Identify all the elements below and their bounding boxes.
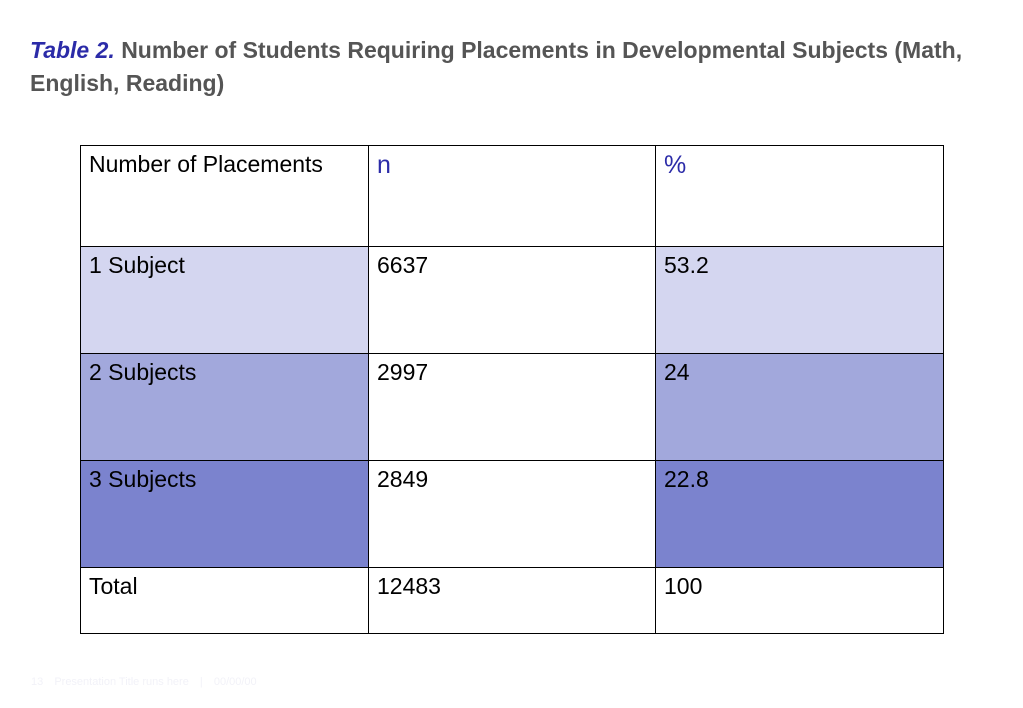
slide-title — [30, 34, 1015, 100]
row-label: 2 Subjects — [81, 354, 369, 461]
row-n: 6637 — [369, 247, 656, 354]
row-n: 2849 — [369, 461, 656, 568]
slide-footer — [31, 676, 265, 688]
row-label: 3 Subjects — [81, 461, 369, 568]
row-percent: 24 — [656, 354, 944, 461]
header-percent: % — [656, 146, 944, 247]
header-number-of-placements: Number of Placements — [81, 146, 369, 247]
page-number: 13 — [31, 676, 44, 688]
table-row — [81, 461, 944, 568]
row-n: 2997 — [369, 354, 656, 461]
table-row — [81, 354, 944, 461]
row-label: 1 Subject — [81, 247, 369, 354]
total-label: Total — [81, 568, 369, 634]
title-text: Number of Students Requiring Placements in Developmental Subjects (Math, English, Reading) — [30, 37, 963, 96]
presentation-title: Presentation Title runs here — [54, 676, 189, 688]
row-percent: 53.2 — [656, 247, 944, 354]
header-n: n — [369, 146, 656, 247]
table-header-row — [81, 146, 944, 247]
row-percent: 22.8 — [656, 461, 944, 568]
total-percent: 100 — [656, 568, 944, 634]
table-row — [81, 247, 944, 354]
table-total-row — [81, 568, 944, 634]
footer-separator: | — [199, 676, 203, 688]
footer-date: 00/00/00 — [213, 676, 257, 688]
title-prefix: Table 2. — [30, 37, 115, 63]
total-n: 12483 — [369, 568, 656, 634]
placements-table — [80, 145, 944, 634]
